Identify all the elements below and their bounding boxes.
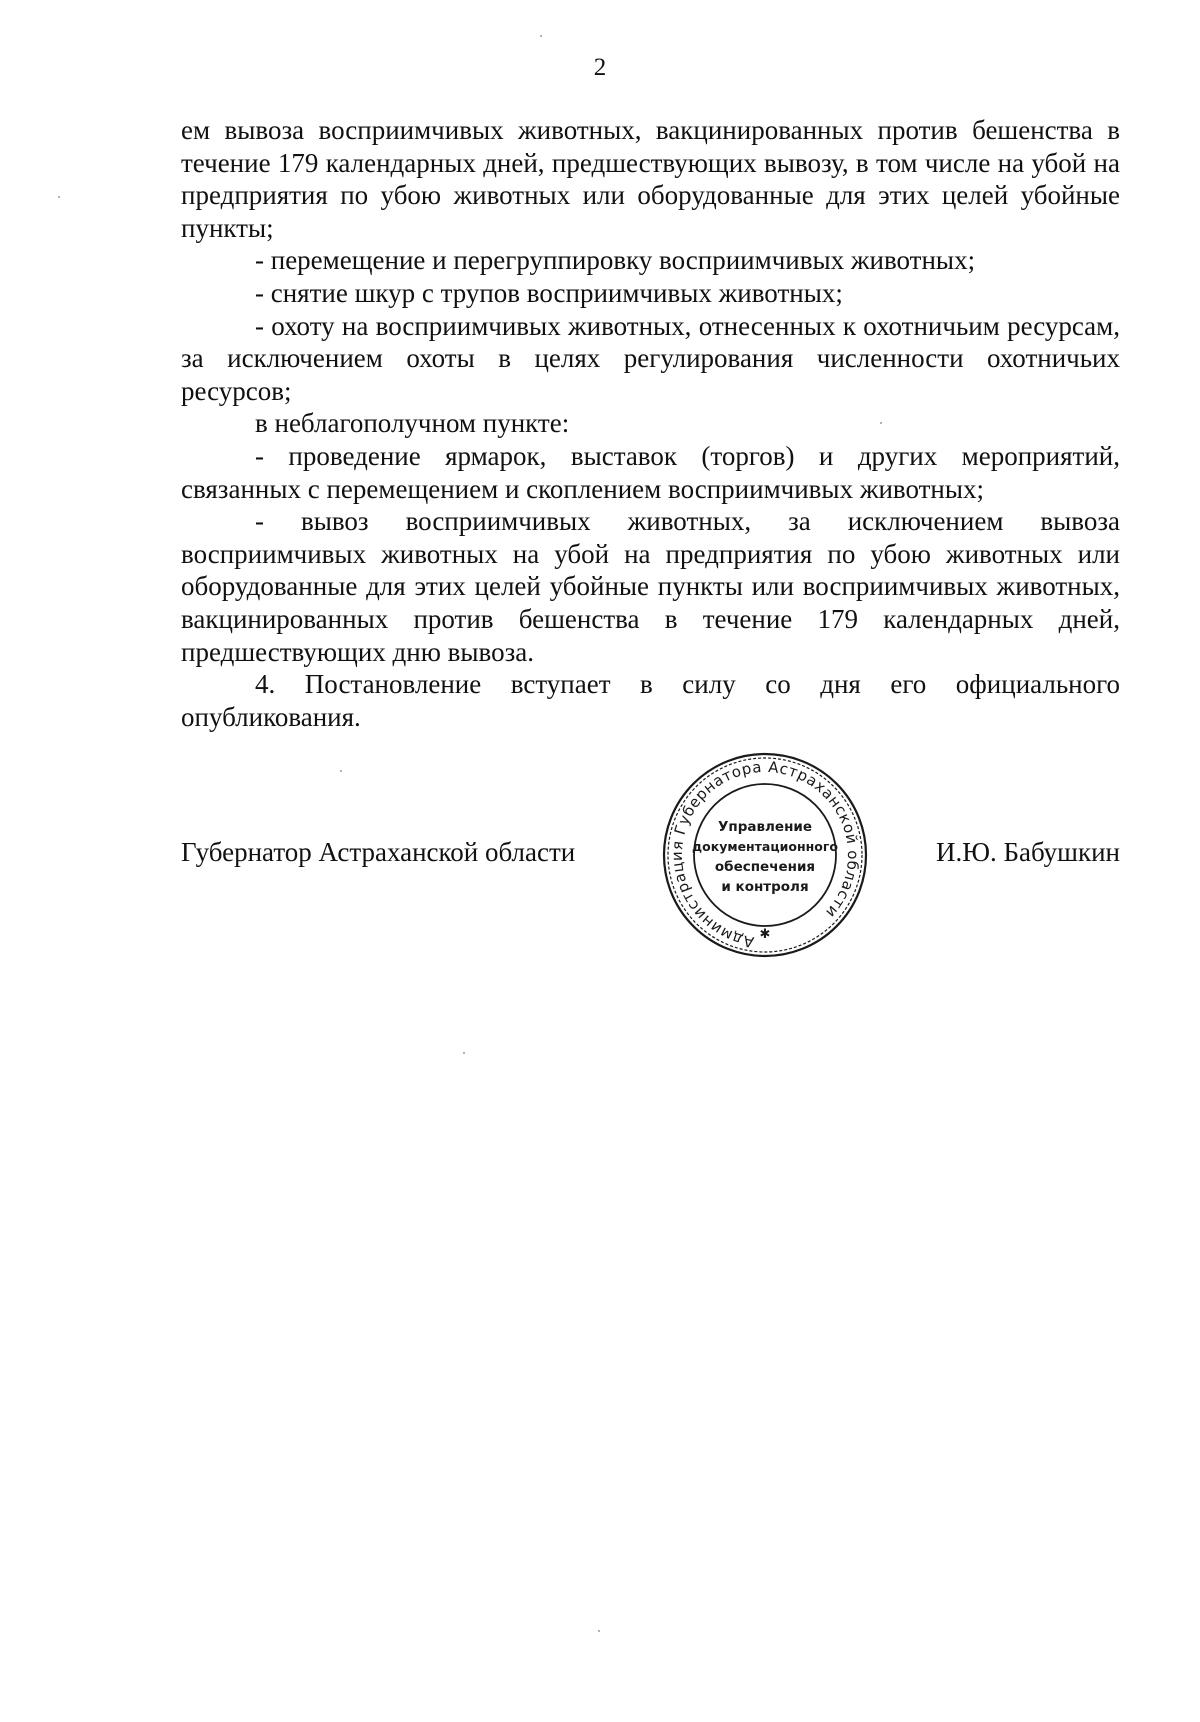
scan-speck	[598, 1630, 600, 1632]
stamp-star-icon: ✱	[759, 927, 771, 942]
scan-speck	[463, 1052, 465, 1054]
paragraph-2: - перемещение и перегруппировку восприимчивых животных;	[255, 245, 976, 276]
paragraph-4: - охоту на восприимчивых животных, отнесенных к охотничьим ресурсам, за исключением охоты в целях регулирования численности охотничьих ресурсов;	[181, 310, 1120, 406]
scan-speck	[58, 196, 60, 198]
body-text	[181, 114, 1120, 733]
official-seal-stamp	[662, 752, 868, 958]
paragraph-6: - проведение ярмарок, выставок (торгов) и других мероприятий, связанных с перемещением и скоплением восприимчивых животных;	[181, 440, 1120, 504]
stamp-inner-line-1: Управление	[717, 819, 813, 835]
paragraph-7: - вывоз восприимчивых животных, за исключением вывоза восприимчивых животных на убой на предприятия по убою животных или оборудованные для этих целей убойные пункты или восприимчивых животных, вакцинированных против бешенства в течение 179 календарных дней, предшествующих дню вывоза.	[181, 506, 1120, 667]
svg-text:Администрация Губернатора Астр	[668, 758, 862, 951]
stamp-inner-ring	[694, 784, 836, 926]
stamp-inner-line-4: и контроля	[721, 879, 809, 895]
scan-speck	[340, 770, 342, 772]
paragraph-3: - снятие шкур с трупов восприимчивых животных;	[255, 277, 843, 308]
page-number: 2	[593, 54, 607, 81]
stamp-outer-text: Администрация Губернатора Астраханской области	[667, 757, 863, 952]
paragraph-5: в неблагополучном пункте:	[255, 408, 570, 439]
scan-speck	[880, 422, 882, 424]
paragraph-1: ем вывоза восприимчивых животных, вакцинированных против бешенства в течение 179 календарных дней, предшествующих вывозу, в том числе на убой на предприятия по убою животных или оборудованные для этих целей убойные пункты;	[181, 115, 1120, 243]
paragraph-8: 4. Постановление вступает в силу со дня его официального опубликования.	[181, 669, 1120, 732]
signature-block	[181, 837, 1120, 877]
scan-speck	[540, 35, 542, 37]
stamp-inner-line-2: документационного	[692, 839, 838, 854]
signatory-name: И.Ю. Бабушкин	[935, 837, 1120, 867]
stamp-inner-line-3: обеспечения	[714, 859, 816, 875]
signatory-title: Губернатор Астраханской области	[181, 837, 576, 867]
